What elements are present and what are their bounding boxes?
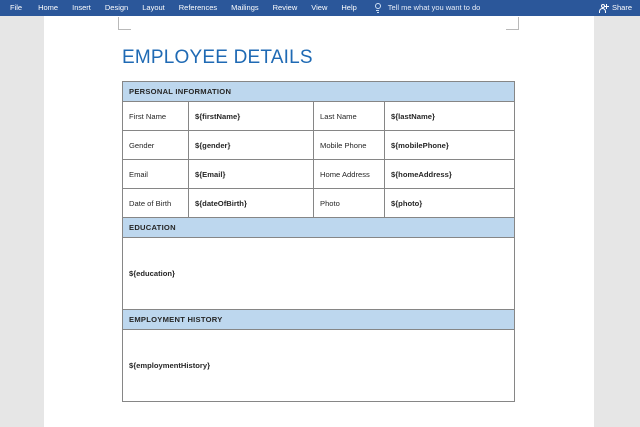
label-gender: Gender <box>123 131 189 160</box>
ribbon-tab-home[interactable]: Home <box>38 3 59 12</box>
employee-details-table <box>122 81 515 402</box>
document-page[interactable] <box>44 16 594 427</box>
table-row <box>123 330 515 402</box>
section-header-education: EDUCATION <box>123 218 515 238</box>
ribbon-tab-help[interactable]: Help <box>341 3 357 12</box>
ribbon-tab-mailings[interactable]: Mailings <box>231 3 259 12</box>
value-employment-history[interactable]: ${employmentHistory} <box>123 330 515 402</box>
ribbon-tab-references[interactable]: References <box>178 3 218 12</box>
tell-me-search[interactable] <box>374 0 481 16</box>
label-first-name: First Name <box>123 102 189 131</box>
value-photo[interactable]: ${photo} <box>385 189 515 218</box>
label-mobile-phone: Mobile Phone <box>314 131 385 160</box>
table-row-section-header <box>123 310 515 330</box>
value-last-name[interactable]: ${lastName} <box>385 102 515 131</box>
lightbulb-icon <box>374 3 383 14</box>
value-email[interactable]: ${Email} <box>189 160 314 189</box>
ribbon-tab-view[interactable]: View <box>311 3 328 12</box>
ribbon-tab-design[interactable]: Design <box>104 3 129 12</box>
ribbon-tab-file[interactable]: File <box>10 3 23 12</box>
ribbon-tab-insert[interactable]: Insert <box>72 3 91 12</box>
value-date-of-birth[interactable]: ${dateOfBirth} <box>189 189 314 218</box>
share-label: Share <box>611 3 632 12</box>
value-education[interactable]: ${education} <box>123 238 515 310</box>
value-first-name[interactable]: ${firstName} <box>189 102 314 131</box>
ribbon-tab-bar <box>0 0 640 16</box>
share-button[interactable] <box>599 0 640 16</box>
tell-me-label: Tell me what you want to do <box>387 3 481 12</box>
value-gender[interactable]: ${gender} <box>189 131 314 160</box>
value-home-address[interactable]: ${homeAddress} <box>385 160 515 189</box>
table-row <box>123 131 515 160</box>
table-row-section-header <box>123 218 515 238</box>
ribbon-tab-layout[interactable]: Layout <box>142 3 165 12</box>
table-row <box>123 102 515 131</box>
table-row-section-header <box>123 82 515 102</box>
label-photo: Photo <box>314 189 385 218</box>
label-date-of-birth: Date of Birth <box>123 189 189 218</box>
person-add-icon <box>599 3 609 14</box>
table-row <box>123 160 515 189</box>
right-margin-marker <box>506 17 519 30</box>
table-row <box>123 238 515 310</box>
page-title: EMPLOYEE DETAILS <box>122 47 313 68</box>
section-header-employment-history: EMPLOYMENT HISTORY <box>123 310 515 330</box>
section-header-personal-information: PERSONAL INFORMATION <box>123 82 515 102</box>
table-row <box>123 189 515 218</box>
value-mobile-phone[interactable]: ${mobilePhone} <box>385 131 515 160</box>
label-home-address: Home Address <box>314 160 385 189</box>
label-last-name: Last Name <box>314 102 385 131</box>
label-email: Email <box>123 160 189 189</box>
ribbon-tab-review[interactable]: Review <box>272 3 298 12</box>
left-margin-marker <box>118 17 131 30</box>
